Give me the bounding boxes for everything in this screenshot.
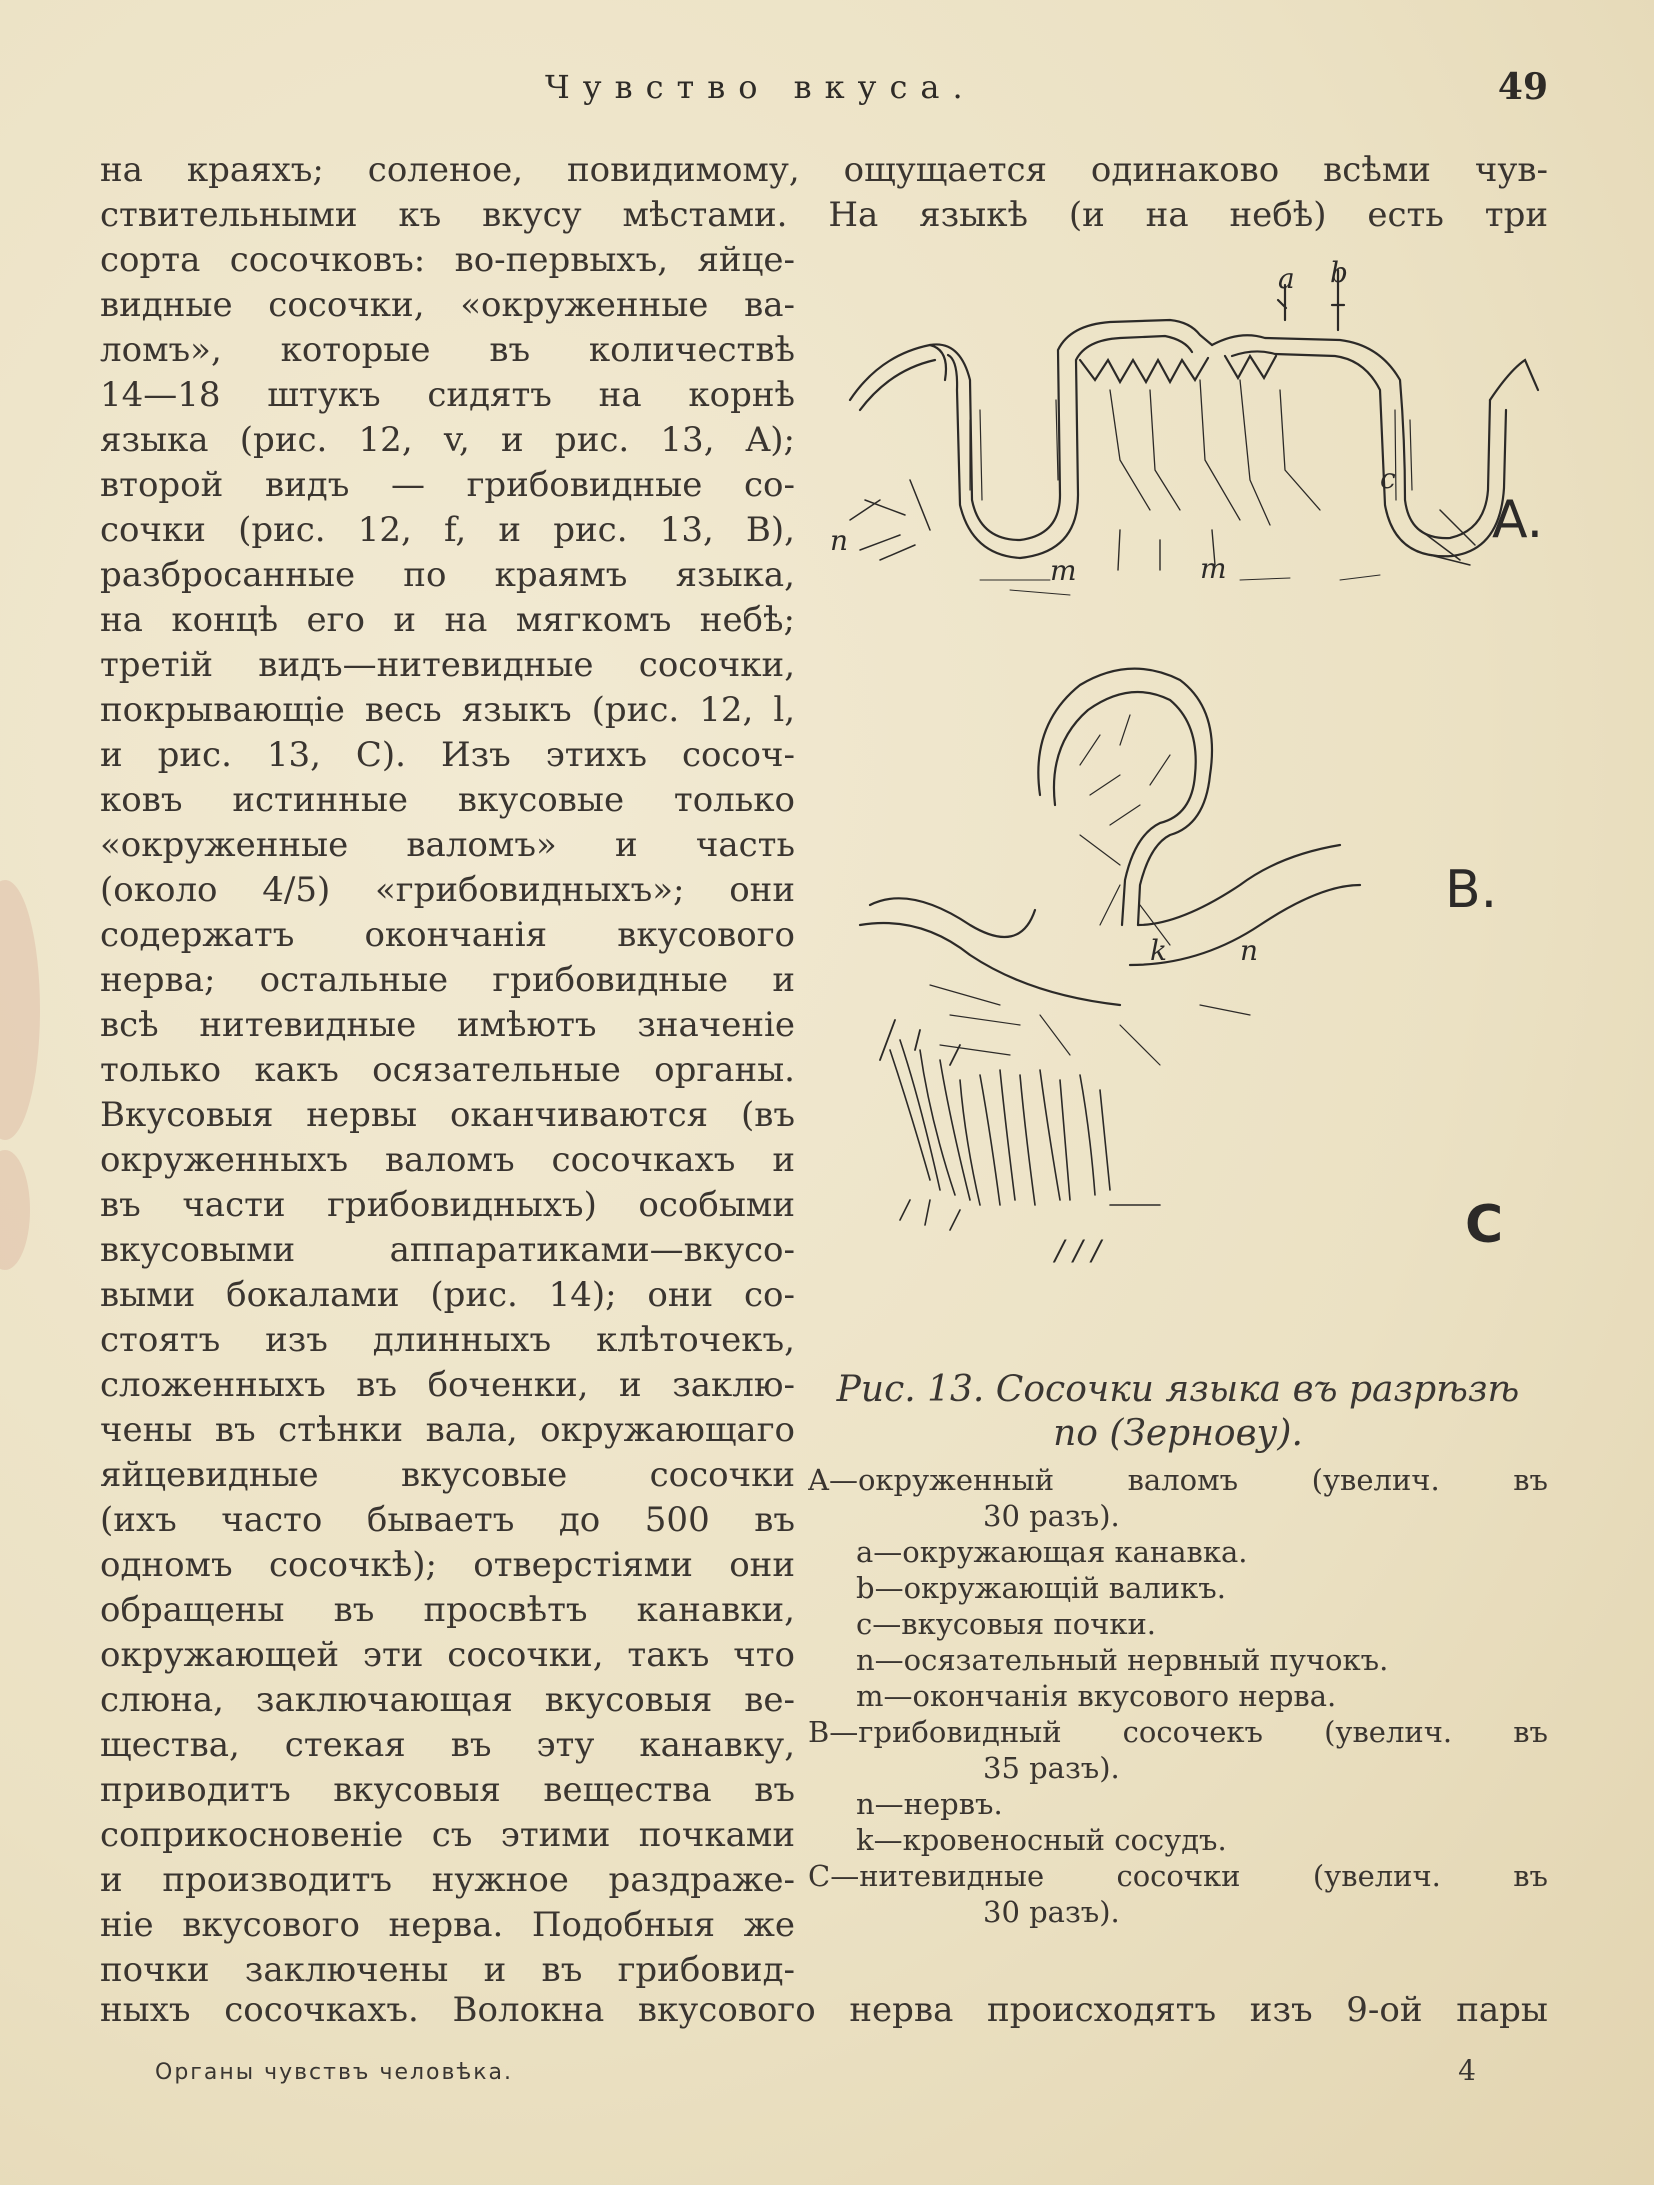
text-line: щества, стекая въ эту канавку, xyxy=(100,1725,795,1765)
text-line: нерва; остальные грибовидные и xyxy=(100,960,795,1000)
legend-entry: b—окружающій валикъ. xyxy=(856,1571,1226,1605)
figure-caption xyxy=(808,1368,1548,1930)
text-line: яйцевидные вкусовые сосочки xyxy=(100,1455,795,1495)
panel-letter-c: C xyxy=(1465,1195,1504,1255)
legend-entry: A—окруженный валомъ (увелич. въ xyxy=(808,1463,1548,1497)
text-line: покрывающіе весь языкъ (рис. 12, l, xyxy=(100,690,795,730)
text-line: ствительными къ вкусу мѣстами. На языкѣ (и на небѣ) есть три xyxy=(100,195,1548,235)
text-line: соприкосновеніе съ этими почками xyxy=(100,1815,795,1855)
page-footer xyxy=(100,2054,1548,2100)
legend-entry: 35 разъ). xyxy=(983,1751,1120,1785)
text-line: только какъ осязательные органы. xyxy=(100,1050,795,1090)
panel-letter-b: B. xyxy=(1445,860,1498,920)
label-b: b xyxy=(1330,260,1348,289)
label-slashes: / / / xyxy=(1055,1234,1102,1267)
label-c: c xyxy=(1380,462,1396,495)
text-line: одномъ сосочкѣ); отверстіями они xyxy=(100,1545,795,1585)
text-line: окруженныхъ валомъ сосочкахъ и xyxy=(100,1140,795,1180)
text-line: и рис. 13, C). Изъ этихъ сосоч- xyxy=(100,735,795,775)
label-m-right: m xyxy=(1200,552,1227,585)
text-line: разбросанные по краямъ языка, xyxy=(100,555,795,595)
footer-signature: Органы чувствъ человѣка. xyxy=(155,2060,514,2085)
text-line: на концѣ его и на мягкомъ небѣ; xyxy=(100,600,795,640)
text-line: видные сосочки, «окруженные ва- xyxy=(100,285,795,325)
text-line: второй видъ — грибовидные со- xyxy=(100,465,795,505)
text-line: обращены въ просвѣтъ канавки, xyxy=(100,1590,795,1630)
legend-entry: m—окончанія вкусового нерва. xyxy=(856,1679,1337,1713)
panel-c-drawing xyxy=(880,1020,1160,1230)
legend-entry: B—грибовидный сосочекъ (увелич. въ xyxy=(808,1715,1548,1749)
panel-b-drawing xyxy=(860,669,1360,1065)
text-line: ломъ», которые въ количествѣ xyxy=(100,330,795,370)
running-title: Чувство вкуса. xyxy=(545,68,976,106)
text-line: въ части грибовидныхъ) особыми xyxy=(100,1185,795,1225)
label-m-left: m xyxy=(1050,554,1077,587)
text-line: выми бокалами (рис. 14); они со- xyxy=(100,1275,795,1315)
text-line: «окруженные валомъ» и часть xyxy=(100,825,795,865)
text-line: содержатъ окончанія вкусового xyxy=(100,915,795,955)
caption-title-line-2: по (Зернову). xyxy=(1053,1413,1303,1454)
text-line: ніе вкусового нерва. Подобныя же xyxy=(100,1905,795,1945)
text-line: слюна, заключающая вкусовыя ве- xyxy=(100,1680,795,1720)
text-line: (ихъ часто бываетъ до 500 въ xyxy=(100,1500,795,1540)
text-line: сорта сосочковъ: во-первыхъ, яйце- xyxy=(100,240,795,280)
full-width-text-bottom xyxy=(100,1988,1548,2033)
legend-entry: 30 разъ). xyxy=(983,1895,1120,1929)
text-line: сочки (рис. 12, f, и рис. 13, B), xyxy=(100,510,795,550)
text-line: всѣ нитевидные имѣютъ значеніе xyxy=(100,1005,795,1045)
legend-entry: 30 разъ). xyxy=(983,1499,1120,1533)
text-line: окружающей эти сосочки, такъ что xyxy=(100,1635,795,1675)
text-line: приводитъ вкусовыя вещества въ xyxy=(100,1770,795,1810)
figure-13 xyxy=(820,260,1544,1310)
legend-entry: k—кровеносный сосудъ. xyxy=(856,1823,1227,1857)
text-line: Вкусовыя нервы оканчиваются (въ xyxy=(100,1095,795,1135)
legend-entry: c—вкусовыя почки. xyxy=(856,1607,1157,1641)
page-number: 49 xyxy=(1497,66,1548,108)
text-line: ковъ истинные вкусовые только xyxy=(100,780,795,820)
legend-entry: C—нитевидные сосочки (увелич. въ xyxy=(808,1859,1548,1893)
text-line: вкусовыми аппаратиками—вкусо- xyxy=(100,1230,795,1270)
legend-entry: n—осязательный нервный пучокъ. xyxy=(856,1643,1389,1677)
caption-title-line-1: Рис. 13. Сосочки языка въ разрѣзѣ xyxy=(836,1369,1520,1410)
label-k: k xyxy=(1150,934,1167,967)
caption-legend xyxy=(808,1462,1548,1930)
text-line: 14—18 штукъ сидятъ на корнѣ xyxy=(100,375,795,415)
text-line: почки заключены и въ грибовид- xyxy=(100,1950,795,1990)
text-line: чены въ стѣнки вала, окружающаго xyxy=(100,1410,795,1450)
text-line: и производитъ нужное раздраже- xyxy=(100,1860,795,1900)
text-line: ныхъ сосочкахъ. Волокна вкусового нерва происходятъ изъ 9-ой пары xyxy=(100,1990,1548,2030)
legend-entry: n—нервъ. xyxy=(856,1787,1003,1821)
panel-letter-a: A. xyxy=(1492,490,1544,550)
text-line: языка (рис. 12, v, и рис. 13, A); xyxy=(100,420,795,460)
text-line: сложенныхъ въ боченки, и заклю- xyxy=(100,1365,795,1405)
text-line: стоятъ изъ длинныхъ клѣточекъ, xyxy=(100,1320,795,1360)
full-width-text-top xyxy=(100,148,1548,238)
label-a: a xyxy=(1278,262,1295,295)
figure-13-drawing xyxy=(820,260,1540,1310)
legend-entry: a—окружающая канавка. xyxy=(856,1535,1248,1569)
label-n-b: n xyxy=(1240,934,1259,967)
left-column-text xyxy=(100,238,795,1993)
footer-sheet-number: 4 xyxy=(1458,2054,1476,2087)
running-header xyxy=(100,62,1548,122)
text-line: третій видъ—нитевидные сосочки, xyxy=(100,645,795,685)
label-n: n xyxy=(830,524,849,557)
text-line: (около 4/5) «грибовидныхъ»; они xyxy=(100,870,795,910)
text-line: на краяхъ; соленое, повидимому, ощущается одинаково всѣми чув- xyxy=(100,150,1548,190)
panel-a-drawing xyxy=(850,270,1538,595)
